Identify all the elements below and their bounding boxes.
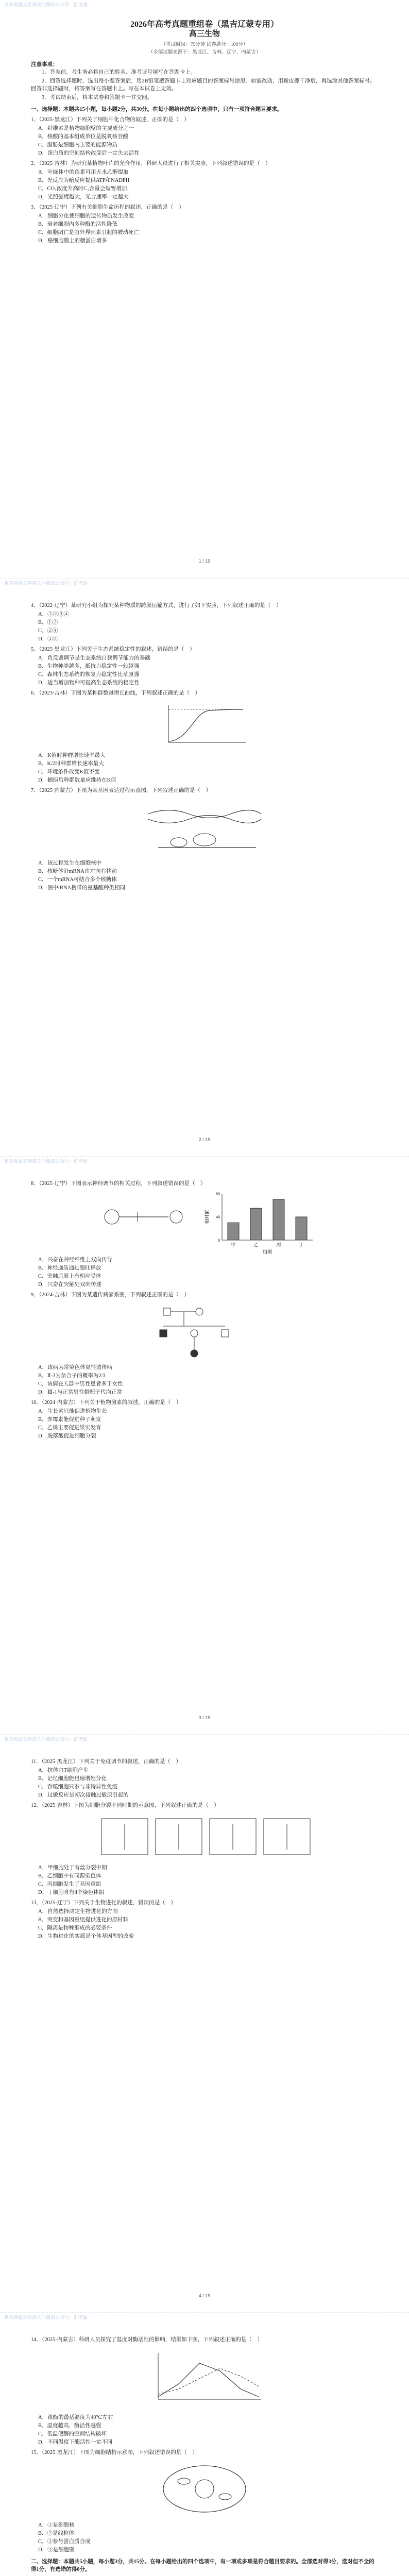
watermark: 更多真题真卷请关注微信公众号：汇考通 — [4, 1159, 88, 1164]
question-stem: 12．（2025·吉林）下图为细胞分裂不同时期的示意图，下列叙述正确的是（ ） — [31, 1803, 219, 1808]
option: C．吞噬细胞只参与非特异性免疫 — [38, 1784, 118, 1790]
y-axis-label: 相对值 — [204, 1210, 210, 1224]
option: B．①③ — [38, 620, 58, 625]
option: A．该病为常染色体显性遗传病 — [38, 1365, 113, 1370]
options-list — [38, 752, 378, 784]
option: A．①是细胞核 — [38, 2522, 75, 2528]
notice-item: 3．考试结束后，将本试卷和答题卡一并交回。 — [42, 95, 153, 100]
option: A．兴奋在神经纤维上双向传导 — [38, 1257, 113, 1263]
page-number: 3 / 19 — [198, 1715, 211, 1720]
question-stem: 4．（2022·辽宁）某研究小组为探究某种物质的跨膜运输方式，进行了如下实验，下列叙述正确的是（ ） — [31, 603, 282, 608]
option: C．该病在人群中男性患者多于女性 — [38, 1381, 123, 1387]
options-list — [38, 1256, 378, 1289]
option: A．K值时种群增长速率最大 — [38, 753, 106, 758]
x-tick-label: 甲 — [231, 1242, 236, 1247]
option: C．乙烯主要促进果实发育 — [38, 1425, 101, 1431]
option: D．生物进化的实质是个体基因型的改变 — [38, 1934, 134, 1939]
options-list — [38, 2521, 378, 2554]
option: C．细胞凋亡是由外界因素引起的被动死亡 — [38, 230, 140, 235]
option: B．衰老细胞内多种酶的活性降低 — [38, 222, 118, 227]
page-content — [31, 21, 378, 245]
option: C．CO₂浓度升高时C₃含量会短暂增加 — [38, 186, 127, 192]
option: B．核酸的基本组成单位是脱氧核苷酸 — [38, 134, 129, 140]
exam-subject: 高三生物 — [189, 30, 220, 38]
option: B．生物种类越多，抵抗力稳定性一般越强 — [38, 664, 140, 669]
option: D．光照强度越大，光合速率一定越大 — [38, 194, 129, 200]
page-content — [31, 1755, 378, 1941]
options-list — [38, 654, 378, 687]
question-stem: 14．（2025·内蒙古）科研人员探究了温度对酶活性的影响，结果如下图，下列叙述正确的是（ ） — [31, 2337, 263, 2343]
notice-block — [31, 61, 378, 101]
option: D．兴奋在突触处双向传递 — [38, 1282, 102, 1287]
option: A．纤维素是植物细胞壁的主要成分之一 — [38, 126, 134, 131]
option: D．图中tRNA携带的氨基酸种类相同 — [38, 885, 126, 891]
option: B．光反应为暗反应提供ATP和NADPH — [38, 178, 130, 183]
x-tick-label: 丙 — [276, 1242, 281, 1247]
x-tick-label: 乙 — [253, 1242, 259, 1247]
bar — [250, 1208, 262, 1240]
exam-title: 2026年高考真题重组卷（黑吉辽蒙专用） — [130, 20, 279, 29]
option: C．②④ — [38, 628, 58, 634]
notice-title: 注意事项： — [31, 62, 58, 67]
option: A．自然选择决定生物进化的方向 — [38, 1909, 118, 1914]
cell-division-figure — [96, 1814, 313, 1860]
options-list — [38, 1864, 378, 1896]
options-list — [38, 611, 378, 643]
pedigree-figure — [143, 1303, 266, 1360]
option: D．脱落酸促进细胞分裂 — [38, 1433, 96, 1439]
option: A．甲细胞处于有丝分裂中期 — [38, 1865, 107, 1871]
page-2 — [0, 578, 409, 1157]
option: D．Ⅲ-1与正常男性婚配子代均正常 — [38, 1389, 122, 1395]
option: C．丙细胞发生了基因重组 — [38, 1882, 101, 1887]
option: C．③参与蛋白质合成 — [38, 2539, 91, 2545]
option: C．低温使酶的空间结构破坏 — [38, 2431, 107, 2437]
option: B．②是线粒体 — [38, 2531, 75, 2536]
option: B．赤霉素能促进种子萌发 — [38, 1417, 101, 1422]
option: D．①④ — [38, 636, 59, 642]
question-stem: 8．（2025·辽宁）下图表示神经调节的相关过程，下列叙述错误的是（ ） — [31, 1181, 206, 1187]
option: A．①②③④ — [38, 612, 70, 617]
y-tick-label: 40 — [216, 1215, 220, 1219]
question-stem: 9．（2024·吉林）下图为某遗传病家系图，下列叙述正确的是（ ） — [31, 1292, 190, 1298]
y-tick-label: 0 — [218, 1238, 220, 1243]
option: B．神经递质通过胞吐释放 — [38, 1265, 101, 1271]
option: B．K/2时种群增长速率最大 — [38, 761, 104, 767]
option: B．乙细胞中有同源染色体 — [38, 1873, 101, 1879]
question-stem: 1．（2025·黑龙江）下列关于细胞中化合物的叙述，正确的是（ ） — [31, 117, 190, 123]
option: C．森林生态系统的恢复力稳定性比草原强 — [38, 672, 140, 677]
gene-expression-figure — [138, 799, 271, 855]
options-list — [38, 125, 378, 157]
option: A．该过程发生在细胞核中 — [38, 860, 102, 866]
option: D．过敏反应是初次接触过敏原引起的 — [38, 1792, 129, 1798]
option: A．抗体由T细胞产生 — [38, 1768, 89, 1773]
option: D．捕捞后种群数量应维持在K值 — [38, 777, 116, 783]
page-number: 4 / 19 — [198, 2293, 211, 2298]
page-3 — [0, 1156, 409, 1735]
option: A．负反馈调节是生态系统自我调节能力的基础 — [38, 655, 150, 661]
notice-item: 1．答卷前，考生务必将自己的姓名、准考证号填写在答题卡上。 — [42, 70, 196, 75]
option: D．④是细胞壁 — [38, 2547, 75, 2553]
bar — [228, 1223, 239, 1240]
question-stem: 7．（2025·内蒙古）下图为某基因表达过程示意图，下列叙述正确的是（ ） — [31, 788, 211, 793]
options-list — [38, 1908, 378, 1940]
x-tick-label: 丁 — [299, 1242, 304, 1247]
figure-row — [31, 1189, 378, 1256]
options-list — [38, 859, 378, 892]
option: D．丁细胞含有4个染色体组 — [38, 1890, 105, 1895]
option: B．核糖体沿mRNA由左向右移动 — [38, 869, 117, 874]
option: C．一个mRNA可结合多个核糖体 — [38, 877, 117, 883]
option: D．癌细胞膜上的糖蛋白增多 — [38, 238, 107, 244]
page-4 — [0, 1734, 409, 2313]
option: D．不同温度下酶活性一定不同 — [38, 2439, 113, 2445]
option: B．Ⅱ-3为杂合子的概率为2/3 — [38, 1373, 106, 1379]
neuron-figure — [91, 1189, 194, 1245]
page-number: 2 / 19 — [198, 1137, 211, 1142]
options-list — [38, 212, 378, 245]
x-axis-label: 组别 — [262, 1249, 272, 1255]
option: A．该酶的最适温度为40℃左右 — [38, 2415, 113, 2420]
question-stem: 15．（2025·黑龙江）下图为细胞结构示意图，下列叙述错误的是（ ） — [31, 2450, 198, 2455]
option: B．温度越高，酶活性越强 — [38, 2423, 101, 2429]
option: B．突变和基因重组提供进化的原材料 — [38, 1917, 129, 1923]
watermark: 更多真题真卷请关注微信公众号：汇考通 — [4, 2315, 88, 2320]
options-list — [38, 168, 378, 201]
page-1 — [0, 0, 409, 578]
question-stem: 10．（2024·内蒙古）下列关于植物激素的叙述，正确的是（ ） — [31, 1400, 182, 1405]
page-content — [31, 599, 378, 892]
option: A．生长素只能促进植物生长 — [38, 1409, 107, 1414]
growth-curve-figure — [158, 701, 251, 748]
exam-meta-source: （全部试题来源于：黑龙江、吉林、辽宁、内蒙古） — [148, 50, 261, 55]
option: D．蛋白质的空间结构改变后一定失去活性 — [38, 150, 140, 156]
page-content — [31, 2333, 378, 2576]
page-content — [31, 1177, 378, 1440]
watermark: 更多真题真卷请关注微信公众号：汇考通 — [4, 2, 88, 7]
enzyme-line-chart — [143, 2348, 266, 2410]
option: B．记忆细胞能迅速增殖分化 — [38, 1776, 107, 1782]
bar — [296, 1217, 307, 1240]
question-stem: 5．（2025·黑龙江）下列关于生态系统稳定性的叙述，错误的是（ ） — [31, 647, 195, 652]
option: C．环境条件改变K值不变 — [38, 769, 100, 775]
exam-meta-time: （考试时间：75分钟 试卷满分：100分） — [161, 42, 248, 47]
option: C．脂肪是细胞内主要的能源物质 — [38, 142, 118, 148]
notice-item: 2．回答选择题时，选出每小题答案后，用2B铅笔把答题卡上对应题目的答案标号涂黑。如需改动，用橡皮擦干净后，再选涂其他答案标号。回答非选择题时，将答案写在答题卡上。写在本试卷上无效。 — [31, 78, 376, 92]
question-stem: 11．（2025·黑龙江）下列关于免疫调节的叙述，正确的是（ ） — [31, 1759, 181, 1765]
options-list — [38, 1767, 378, 1799]
options-list — [38, 1408, 378, 1440]
watermark: 更多真题真卷请关注微信公众号：汇考通 — [4, 1737, 88, 1742]
option: C．突触后膜上有相应受体 — [38, 1274, 101, 1279]
option: C．隔离是物种形成的必要条件 — [38, 1925, 112, 1931]
option: D．适当增加物种可提高生态系统的稳定性 — [38, 680, 140, 686]
cell-structure-figure — [153, 2461, 256, 2517]
option: A．叶绿体中的色素可用无水乙醇提取 — [38, 170, 129, 175]
question-stem: 3．（2025·辽宁）下列有关细胞生命历程的叙述，正确的是（ ） — [31, 205, 184, 210]
question-stem: 6．（2023·吉林）下图为某种群数量增长曲线，下列叙述正确的是（ ） — [31, 690, 200, 696]
options-list — [38, 1364, 378, 1396]
question-stem: 13．（2025·辽宁）下列关于生物进化的叙述，错误的是（ ） — [31, 1900, 176, 1906]
page-number: 1 / 19 — [198, 558, 211, 564]
question-stem: 2．（2025·吉林）为研究某植物叶片的光合作用，科研人员进行了相关实验，下列叙述错误的是（ ） — [31, 161, 271, 166]
y-tick-label: 80 — [216, 1192, 220, 1196]
option: A．细胞分化使细胞的遗传物质发生改变 — [38, 213, 134, 219]
options-list — [38, 2414, 378, 2446]
watermark: 更多真题真卷请关注微信公众号：汇考通 — [4, 581, 88, 586]
section-title: 一、选择题：本题共15小题，每小题2分，共30分。在每小题给出的四个选项中，只有一项符合题目要求。 — [31, 107, 283, 112]
bar-chart — [204, 1189, 318, 1256]
bar — [273, 1199, 284, 1240]
page-5 — [0, 2312, 409, 2576]
section-title: 二、选择题：本题共5小题，每小题3分，共15分。在每小题给出的四个选项中，有一项或多项是符合题目要求的。全部选对得3分，选对但不全的得1分，有选错的得0分。 — [31, 2559, 374, 2572]
